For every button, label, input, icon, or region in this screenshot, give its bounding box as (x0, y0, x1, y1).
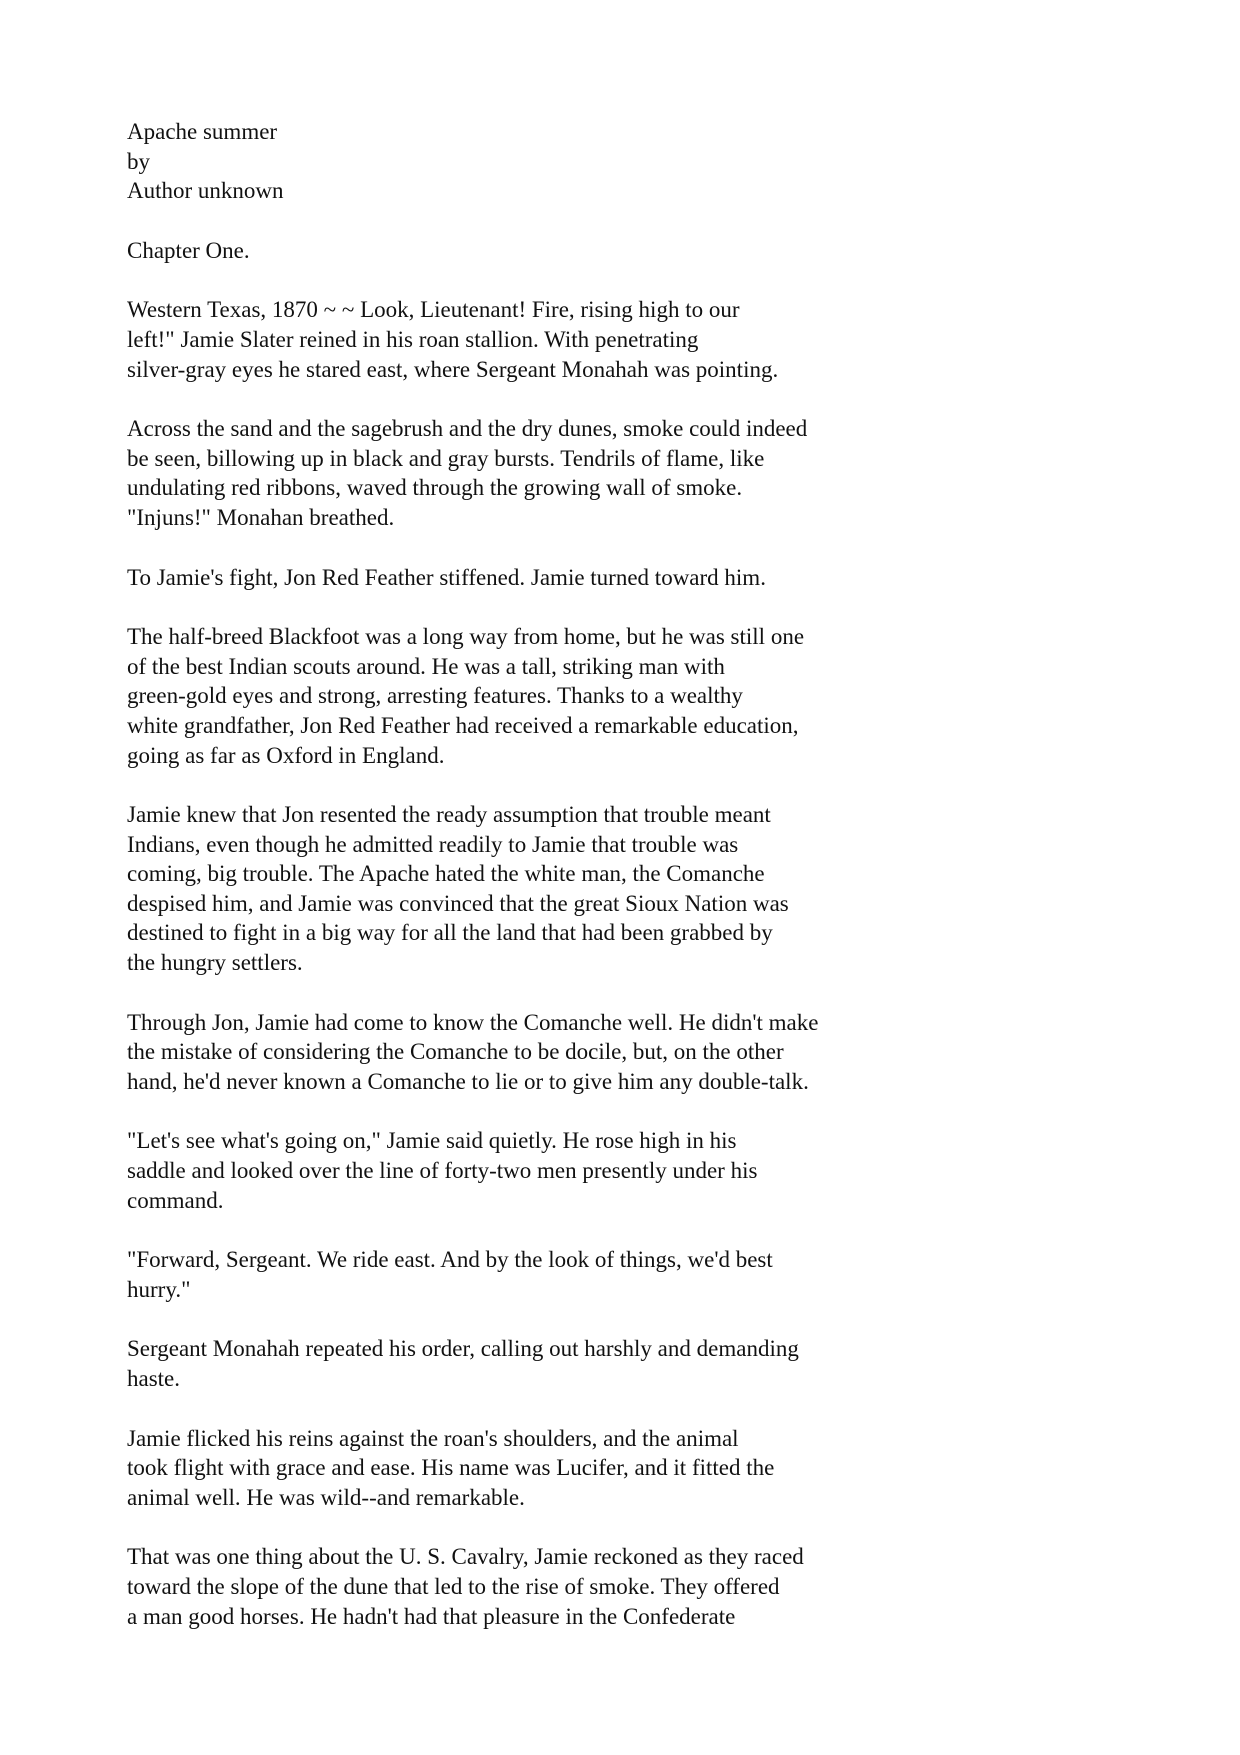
paragraph (127, 1245, 1127, 1304)
text-line: hurry." (127, 1276, 191, 1302)
text-line: silver-gray eyes he stared east, where Sergeant Monahah was pointing. (127, 356, 779, 382)
paragraph (127, 414, 1127, 532)
text-line: be seen, billowing up in black and gray bursts. Tendrils of flame, like (127, 445, 765, 471)
text-line: took flight with grace and ease. His name was Lucifer, and it fitted the (127, 1455, 775, 1481)
body-text (127, 295, 1127, 1631)
paragraph (127, 1424, 1127, 1513)
author-name: Author unknown (127, 178, 284, 204)
byline-by: by (127, 148, 150, 174)
text-line: animal well. He was wild--and remarkable. (127, 1484, 525, 1510)
text-line: despised him, and Jamie was convinced that the great Sioux Nation was (127, 890, 789, 916)
text-line: Through Jon, Jamie had come to know the Comanche well. He didn't make (127, 1009, 819, 1035)
text-line: a man good horses. He hadn't had that pleasure in the Confederate (127, 1603, 736, 1629)
text-line: Jamie flicked his reins against the roan's shoulders, and the animal (127, 1425, 739, 1451)
text-line: destined to fight in a big way for all the land that had been grabbed by (127, 920, 773, 946)
text-line: "Let's see what's going on," Jamie said quietly. He rose high in his (127, 1128, 737, 1154)
text-line: the mistake of considering the Comanche to be docile, but, on the other (127, 1039, 784, 1065)
text-line: coming, big trouble. The Apache hated the white man, the Comanche (127, 861, 765, 887)
document-page (127, 117, 1127, 1661)
text-line: Western Texas, 1870 ~ ~ Look, Lieutenant! Fire, rising high to our (127, 297, 740, 323)
text-line: toward the slope of the dune that led to the rise of smoke. They offered (127, 1573, 780, 1599)
text-line: The half-breed Blackfoot was a long way from home, but he was still one (127, 624, 805, 650)
text-line: of the best Indian scouts around. He was a tall, striking man with (127, 653, 725, 679)
text-line: white grandfather, Jon Red Feather had received a remarkable education, (127, 712, 799, 738)
text-line: green-gold eyes and strong, arresting features. Thanks to a wealthy (127, 683, 743, 709)
text-line: Sergeant Monahah repeated his order, calling out harshly and demanding (127, 1336, 799, 1362)
paragraph (127, 563, 1127, 593)
text-line: That was one thing about the U. S. Cavalry, Jamie reckoned as they raced (127, 1544, 804, 1570)
text-line: left!" Jamie Slater reined in his roan stallion. With penetrating (127, 326, 699, 352)
text-line: "Forward, Sergeant. We ride east. And by the look of things, we'd best (127, 1247, 773, 1273)
paragraph (127, 1008, 1127, 1097)
text-line: haste. (127, 1366, 181, 1391)
text-line: hand, he'd never known a Comanche to lie or to give him any double-talk. (127, 1068, 809, 1094)
text-line: going as far as Oxford in England. (127, 742, 445, 768)
text-line: command. (127, 1187, 224, 1213)
paragraph (127, 1542, 1127, 1631)
text-line: "Injuns!" Monahan breathed. (127, 504, 395, 530)
book-title: Apache summer (127, 119, 278, 144)
paragraph (127, 1126, 1127, 1215)
text-line: Across the sand and the sagebrush and the dry dunes, smoke could indeed (127, 416, 808, 442)
text-line: Indians, even though he admitted readily to Jamie that trouble was (127, 831, 739, 857)
text-line: Jamie knew that Jon resented the ready assumption that trouble meant (127, 802, 771, 828)
text-line: the hungry settlers. (127, 950, 303, 976)
title-block (127, 117, 1127, 206)
paragraph (127, 295, 1127, 384)
text-line: To Jamie's fight, Jon Red Feather stiffened. Jamie turned toward him. (127, 564, 766, 590)
text-line: saddle and looked over the line of forty-two men presently under his (127, 1158, 758, 1184)
chapter-heading: Chapter One. (127, 237, 250, 263)
paragraph (127, 800, 1127, 978)
text-line: undulating red ribbons, waved through the growing wall of smoke. (127, 475, 743, 501)
paragraph (127, 1334, 1127, 1393)
paragraph (127, 622, 1127, 770)
